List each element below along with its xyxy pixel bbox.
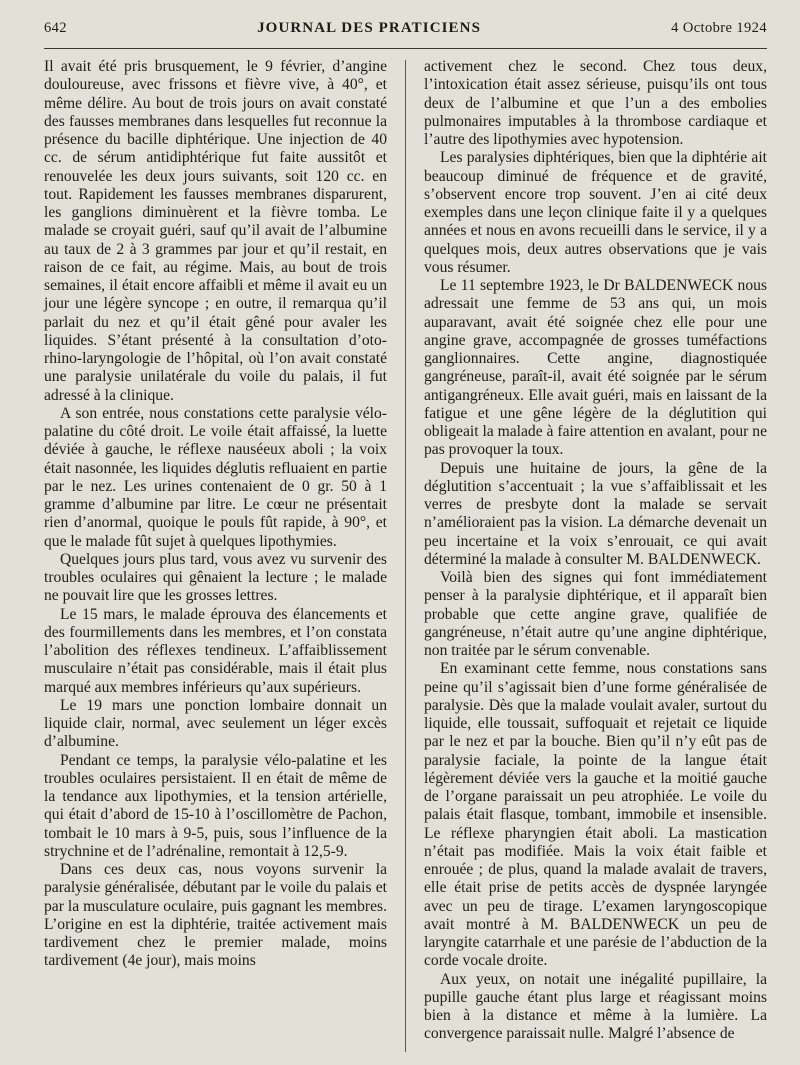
- paragraph: activement chez le second. Chez tous deux, l’intoxication était assez sérieuse, puisqu’ils ont tous deux de l’albumine et que l’un a des embolies pulmonaires imputables à la thrombose cardiaque et l’autre des lipothymies avec hypotension.: [424, 58, 767, 148]
- paragraph: Aux yeux, on notait une inégalité pupillaire, la pupille gauche étant plus large et réagissant moins bien à la distance et même à la lumière. La convergence paraissait nulle. Malgré l’absence de: [424, 970, 767, 1043]
- column-divider: [405, 60, 406, 1052]
- text-columns: [44, 58, 767, 1052]
- right-column: [424, 58, 767, 1052]
- paragraph: Depuis une huitaine de jours, la gêne de la déglutition s’accentuait ; la vue s’affaiblissait et les verres de presbyte dont la malade se servait n’amélioraient pas la vision. La démarche devenait un peu incertaine et la voix s’enrouait, ce qui avait déterminé la malade à consulter M. BALDENWECK.: [424, 459, 767, 568]
- page-header: [44, 20, 767, 40]
- paragraph: Il avait été pris brusquement, le 9 février, d’angine douloureuse, avec frissons et fièvre vive, à 40°, et même délire. Au bout de trois jours on avait constaté des fausses membranes dans lesquelles fut reconnue la présence du bacille diphtérique. Une injection de 40 cc. de sérum antidiphtérique fut faite aussitôt et renouvelée les deux jours suivants, soit 120 cc. en tout. Rapidement les fausses membranes disparurent, les ganglions diminuèrent et la fièvre tomba. Le malade se croyait guéri, sauf qu’il avait de l’albumine au taux de 2 à 3 grammes par jour et qu’il restait, en raison de ce fait, au régime. Mais, au bout de trois semaines, il était encore affaibli et même il avait eu un jour une légère syncope ; en outre, il remarqua qu’il parlait du nez et qu’il était gêné pour avaler les liquides. S’étant présenté à la consultation d’oto-rhino-laryngologie de l’hôpital, où l’on avait constaté une paralysie unilatérale du voile du palais, il fut adressé à la clinique.: [44, 58, 387, 404]
- issue-date: 4 Octobre 1924: [671, 20, 767, 36]
- journal-title: JOURNAL DES PRATICIENS: [257, 20, 482, 36]
- paragraph: A son entrée, nous constations cette paralysie vélo-palatine du côté droit. Le voile était affaissé, la luette déviée à gauche, le réflexe nauséeux aboli ; la voix était nasonnée, les liquides déglutis refluaient en partie par le nez. Les urines contenaient de 0 gr. 50 à 1 gramme d’albumine par litre. Le cœur ne présentait rien d’anormal, quoique le pouls fût rapide, à 90°, et que le malade fût sujet à quelques lipothymies.: [44, 404, 387, 550]
- paragraph: Voilà bien des signes qui font immédiatement penser à la paralysie diphtérique, et il apparaît bien probable que cette angine grave, qualifiée de gangréneuse, n’était autre qu’une angine diphtérique, non traitée par le sérum convenable.: [424, 569, 767, 659]
- paragraph: Pendant ce temps, la paralysie vélo-palatine et les troubles oculaires persistaient. Il en était de même de la tendance aux lipothymies, et la tension artérielle, qui était d’abord de 15-10 à l’oscillomètre de Pachon, tombait le 10 mars à 9-5, puis, sous l’influence de la strychnine et de l’adrénaline, remontait à 12,5-9.: [44, 751, 387, 860]
- paragraph: Le 15 mars, le malade éprouva des élancements et des fourmillements dans les membres, et l’on constata l’abolition des réflexes tendineux. L’affaiblissement musculaire n’était pas considérable, mais il était plus marqué aux membres inférieurs qu’aux supérieurs.: [44, 605, 387, 696]
- paragraph: En examinant cette femme, nous constations sans peine qu’il s’agissait bien d’une forme généralisée de paralysie. Dès que la malade voulait avaler, surtout du liquide, elle toussait, suffoquait et rejetait ce liquide par le nez et par la bouche. Bien qu’il n’y eût pas de paralysie faciale, la pointe de la langue était légèrement déviée vers la gauche et la moitié gauche de l’organe paraissait un peu atrophiée. Le voile du palais était flasque, tombant, immobile et insensible. Le réflexe pharyngien était aboli. La mastication n’était pas modifiée. Mais la voix était faible et enrouée ; de plus, quand la malade avalait de travers, elle était prise de petits accès de dyspnée laryngée avec un peu de tirage. L’examen laryngoscopique avait montré à M. BALDENWECK un peu de laryngite catarrhale et une parésie de l’abduction de la corde vocale droite.: [424, 660, 767, 970]
- paragraph: Les paralysies diphtériques, bien que la diphtérie ait beaucoup diminué de fréquence et de gravité, s’observent encore trop souvent. J’en ai cité deux exemples dans une leçon clinique faite il y a quelques années et nous en avons recueilli dans le service, il y a quelques mois, deux autres observations que je vais vous résumer.: [424, 149, 767, 276]
- paragraph: Quelques jours plus tard, vous avez vu survenir des troubles oculaires qui gênaient la lecture ; le malade ne pouvait lire que les grosses lettres.: [44, 550, 387, 605]
- header-rule: [44, 48, 767, 49]
- paragraph: Le 11 septembre 1923, le Dr BALDENWECK nous adressait une femme de 53 ans qui, un mois auparavant, avait été soignée chez elle pour une angine grave, accompagnée de grosses tuméfactions ganglionnaires. Cette angine, diagnostiquée gangréneuse, paraît-il, avait été soignée par le sérum antigangréneux. Elle avait guéri, mais en laissant de la fatigue et une gêne légère de la déglutition qui obligeait la malade à faire attention en avalant, pour ne pas provoquer la toux.: [424, 277, 767, 459]
- page-number: 642: [44, 20, 67, 36]
- left-column: [44, 58, 387, 1052]
- paragraph: Le 19 mars une ponction lombaire donnait un liquide clair, normal, avec seulement un léger excès d’albumine.: [44, 696, 387, 751]
- paragraph: Dans ces deux cas, nous voyons survenir la paralysie généralisée, débutant par le voile du palais et par la musculature oculaire, puis gagnant les membres. L’origine en est la diphtérie, traitée activement mais tardivement chez le premier malade, moins tardivement (4e jour), mais moins: [44, 861, 387, 970]
